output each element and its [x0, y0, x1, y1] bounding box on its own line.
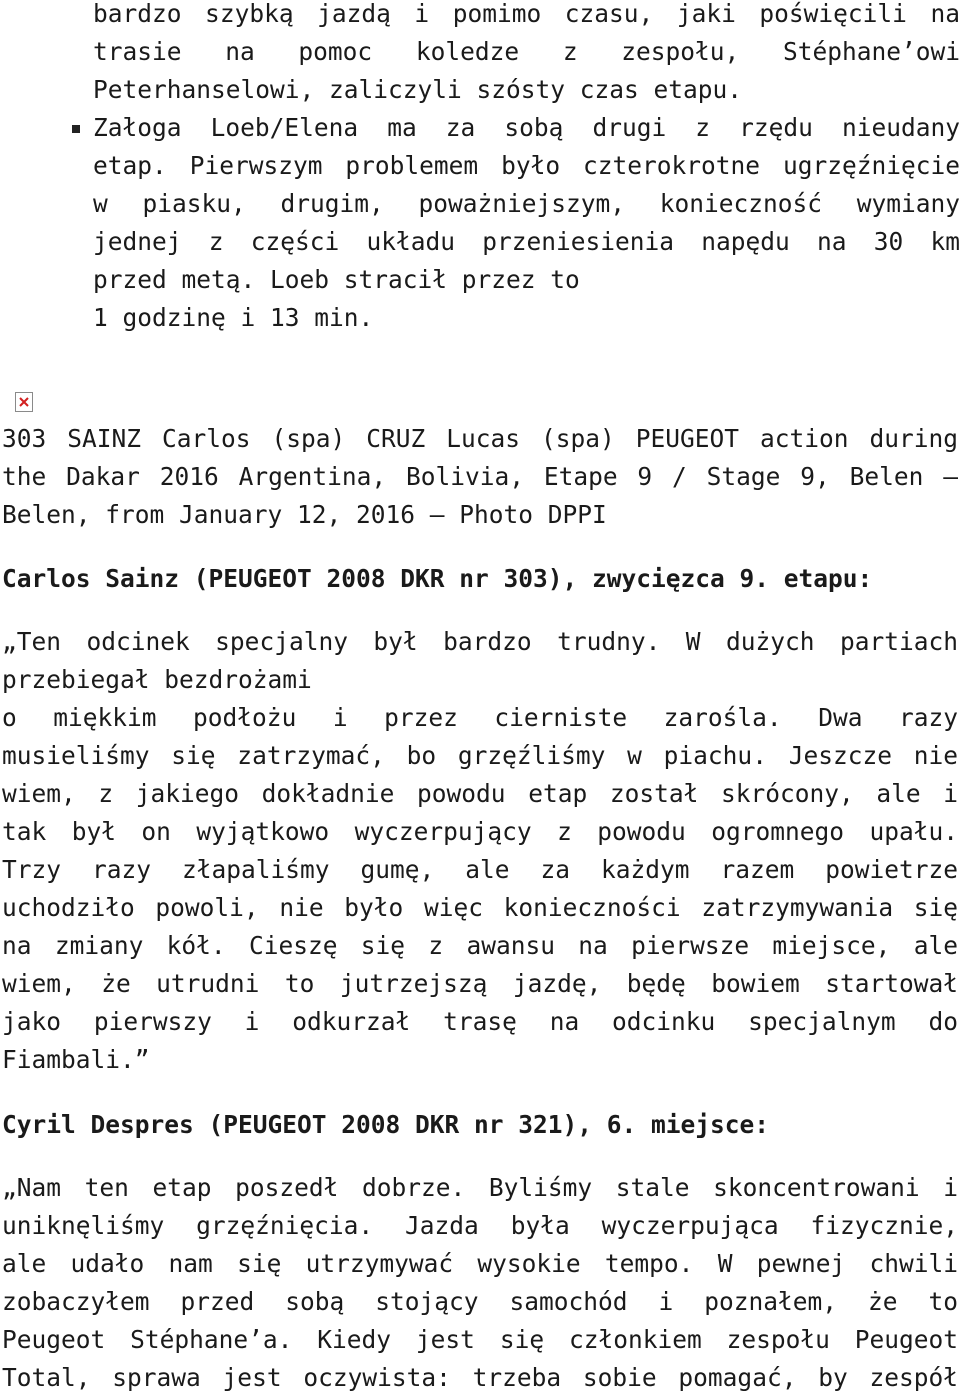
text-line: w piasku, drugim, poważniejszym, konieczność wymiany [93, 189, 960, 218]
text-line: przed metą. Loeb stracił przez to [93, 265, 580, 294]
text-line: the Dakar 2016 Argentina, Bolivia, Etape 9 / Stage 9, Belen – [2, 462, 958, 491]
text-line: Total, sprawa jest oczywista: trzeba sobie pomagać, by zespół [2, 1363, 958, 1392]
text-line: jako pierwszy i odkurzał trasę na odcinku specjalnym do [2, 1007, 958, 1036]
text-line: 1 godzinę i 13 min. [93, 303, 374, 332]
text-line: przebiegał bezdrożami [2, 665, 312, 694]
text-line: bardzo szybką jazdą i pomimo czasu, jaki poświęcili na [93, 0, 960, 28]
text-line: na zmiany kół. Cieszę się z awansu na pierwsze miejsce, ale [2, 931, 958, 960]
text-line: musieliśmy się zatrzymać, bo grzęźliśmy w piachu. Jeszcze nie [2, 741, 958, 770]
text-line: Załoga Loeb/Elena ma za sobą drugi z rzędu nieudany [93, 113, 960, 142]
text-line: etap. Pierwszym problemem było czterokrotne ugrzęźnięcie [93, 151, 960, 180]
text-line: jednej z części układu przeniesienia napędu na 30 km [93, 227, 960, 256]
text-line: Peterhanselowi, zaliczyli szósty czas etapu. [93, 75, 743, 104]
text-line: zobaczyłem przed sobą stojący samochód i poznałem, że to [2, 1287, 958, 1316]
text-line: ale udało nam się utrzymywać wysokie tempo. W pewnej chwili [2, 1249, 958, 1278]
text-line: Trzy razy złapaliśmy gumę, ale za każdym razem powietrze [2, 855, 958, 884]
text-line: uniknęliśmy grzęźnięcia. Jazda była wyczerpująca fizycznie, [2, 1211, 958, 1240]
broken-image-icon [15, 392, 33, 412]
text-line: wiem, z jakiego dokładnie powodu etap został skrócony, ale i [2, 779, 958, 808]
text-line: trasie na pomoc koledze z zespołu, Stéphane’owi [93, 37, 960, 66]
bullet-marker [72, 125, 80, 133]
text-line: wiem, że utrudni to jutrzejszą jazdę, będę bowiem startował [2, 969, 958, 998]
text-line: tak był on wyjątkowo wyczerpujący z powodu ogromnego upału. [2, 817, 958, 846]
text-line: Peugeot Stéphane’a. Kiedy jest się członkiem zespołu Peugeot [2, 1325, 958, 1354]
text-line: Fiambali.” [2, 1045, 150, 1074]
bullet-continuation [93, 0, 960, 109]
heading-despres: Cyril Despres (PEUGEOT 2008 DKR nr 321), 6. miejsce: [2, 1110, 770, 1139]
text-line: uchodziło powoli, nie było więc konieczności zatrzymywania się [2, 893, 958, 922]
text-line: „Ten odcinek specjalny był bardzo trudny. W dużych partiach [2, 627, 958, 656]
bullet-item [93, 109, 960, 337]
photo-caption [2, 420, 958, 534]
text-line: 303 SAINZ Carlos (spa) CRUZ Lucas (spa) PEUGEOT action during [2, 424, 958, 453]
heading-sainz: Carlos Sainz (PEUGEOT 2008 DKR nr 303), zwycięzca 9. etapu: [2, 564, 873, 593]
quote-sainz [2, 623, 958, 1079]
text-line: Belen, from January 12, 2016 – Photo DPPI [2, 500, 607, 529]
text-line: o miękkim podłożu i przez cierniste zarośla. Dwa razy [2, 703, 958, 732]
text-line: „Nam ten etap poszedł dobrze. Byliśmy stale skoncentrowani i [2, 1173, 958, 1202]
quote-despres [2, 1169, 958, 1397]
